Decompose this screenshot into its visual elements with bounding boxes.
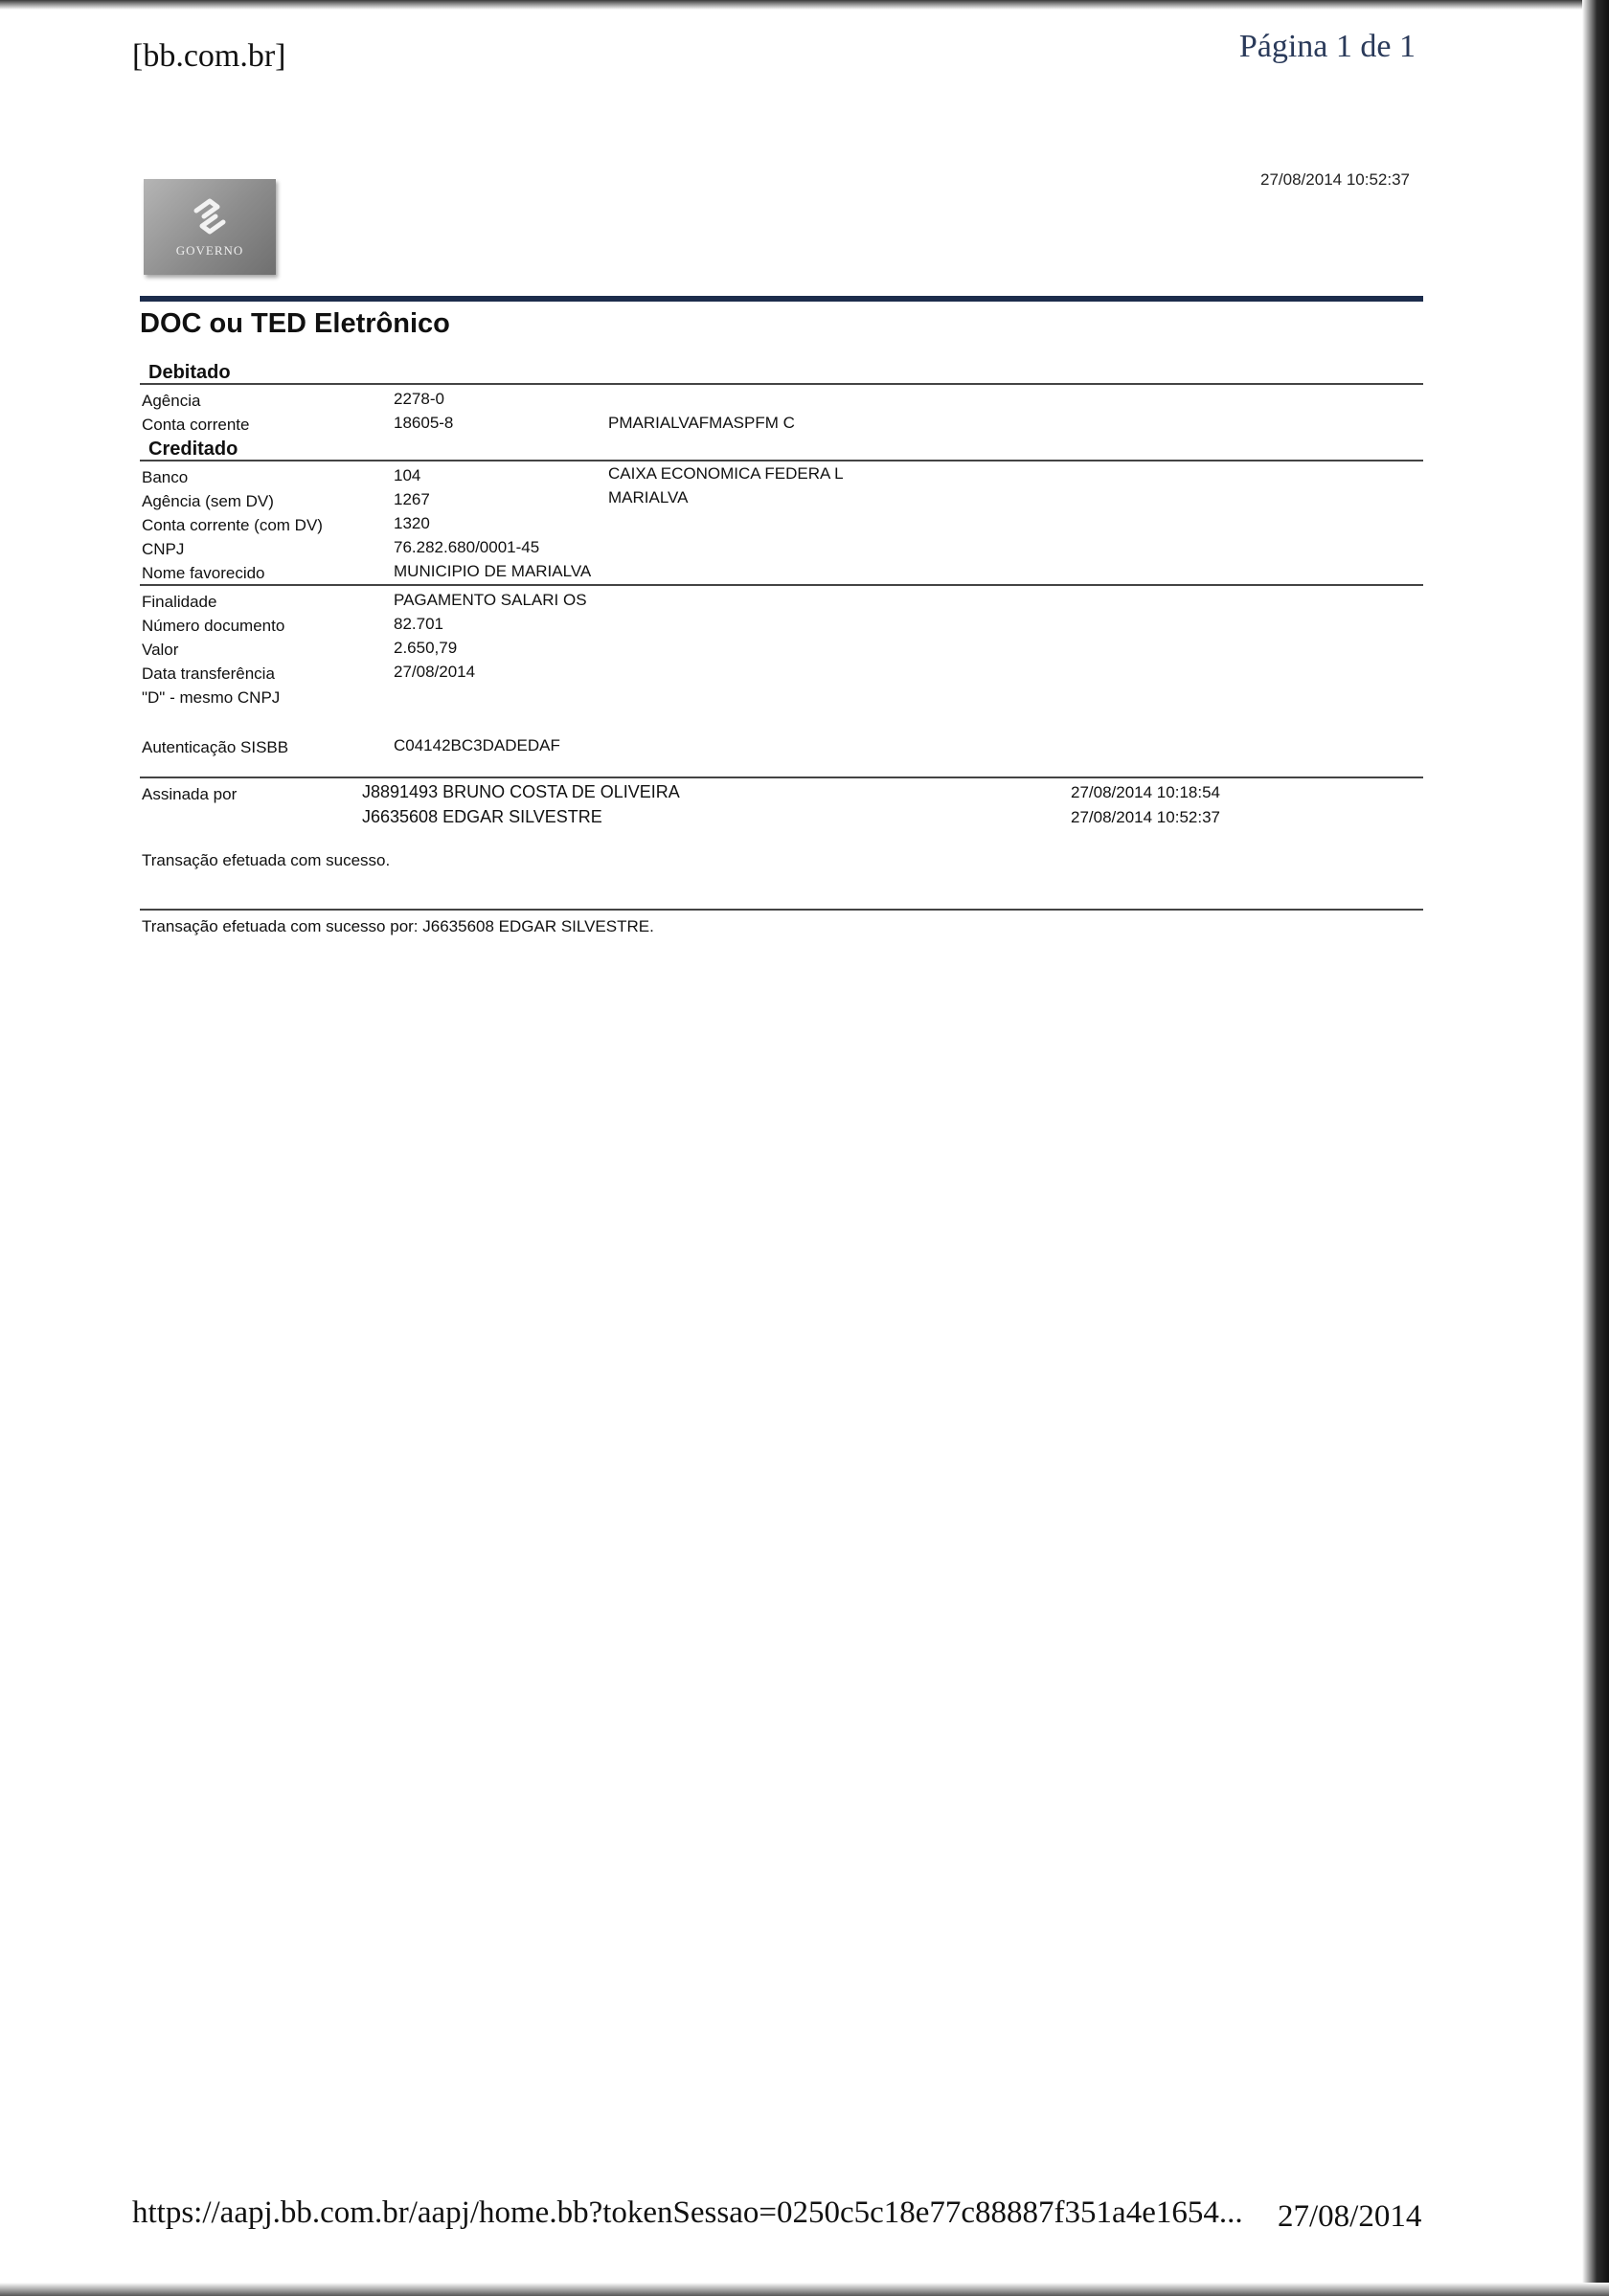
header-site: [bb.com.br] <box>132 38 286 74</box>
creditado-banco-value: 104 <box>394 466 421 484</box>
divider-footer-message <box>140 909 1423 911</box>
signature-time-2: 27/08/2014 10:52:37 <box>1071 808 1220 826</box>
numero-documento-label: Número documento <box>142 617 285 635</box>
creditado-banco-label: Banco <box>142 468 189 486</box>
finalidade-label: Finalidade <box>142 593 217 611</box>
signature-name-1: J8891493 BRUNO COSTA DE OLIVEIRA <box>362 782 680 801</box>
assinada-por-label: Assinada por <box>142 785 238 803</box>
governo-logo <box>144 179 276 275</box>
scan-edge-right <box>1582 0 1609 2296</box>
valor-value: 2.650,79 <box>394 639 458 657</box>
debitado-conta-label: Conta corrente <box>142 416 250 434</box>
data-transferencia-value: 27/08/2014 <box>394 663 476 681</box>
finalidade-value: PAGAMENTO SALARI OS <box>394 591 587 609</box>
bb-logo-icon <box>189 195 231 237</box>
divider-creditado <box>140 460 1423 461</box>
divider-details <box>140 584 1423 586</box>
title-rule <box>140 296 1423 302</box>
print-timestamp: 27/08/2014 10:52:37 <box>1260 170 1410 189</box>
section-creditado: Creditado <box>148 439 238 460</box>
scan-edge-bottom <box>0 2283 1609 2296</box>
creditado-cnpj-value: 76.282.680/0001-45 <box>394 538 540 556</box>
creditado-agencia-value: 1267 <box>394 490 430 508</box>
divider-debitado <box>140 383 1423 385</box>
debitado-agencia-value: 2278-0 <box>394 390 444 408</box>
debitado-conta-titular: PMARIALVAFMASPFM C <box>608 414 795 432</box>
creditado-favorecido-label: Nome favorecido <box>142 564 265 582</box>
creditado-banco-name: CAIXA ECONOMICA FEDERA L <box>608 464 844 483</box>
page-title: DOC ou TED Eletrônico <box>140 308 450 339</box>
mesmo-cnpj-label: "D" - mesmo CNPJ <box>142 688 281 707</box>
section-debitado: Debitado <box>148 362 231 383</box>
signature-name-2: J6635608 EDGAR SILVESTRE <box>362 807 602 826</box>
page-indicator: Página 1 de 1 <box>1238 29 1416 64</box>
debitado-conta-value: 18605-8 <box>394 414 454 432</box>
creditado-agencia-city: MARIALVA <box>608 488 689 506</box>
creditado-favorecido-value: MUNICIPIO DE MARIALVA <box>394 562 592 580</box>
debitado-agencia-label: Agência <box>142 392 201 410</box>
success-by-message: Transação efetuada com sucesso por: J6635608 EDGAR SILVESTRE. <box>142 917 654 935</box>
creditado-agencia-label: Agência (sem DV) <box>142 492 274 510</box>
success-message: Transação efetuada com sucesso. <box>142 851 391 869</box>
numero-documento-value: 82.701 <box>394 615 443 633</box>
data-transferencia-label: Data transferência <box>142 664 275 683</box>
creditado-conta-label: Conta corrente (com DV) <box>142 516 323 534</box>
footer-date: 27/08/2014 <box>1278 2199 1422 2234</box>
divider-signatures <box>140 777 1423 778</box>
creditado-conta-value: 1320 <box>394 514 430 532</box>
creditado-cnpj-label: CNPJ <box>142 540 185 558</box>
logo-text: GOVERNO <box>175 243 244 258</box>
autenticacao-value: C04142BC3DADEDAF <box>394 736 560 754</box>
footer-url: https://aapj.bb.com.br/aapj/home.bb?tokenSessao=0250c5c18e77c88887f351a4e1654... <box>132 2195 1243 2230</box>
autenticacao-label: Autenticação SISBB <box>142 738 289 756</box>
valor-label: Valor <box>142 641 179 659</box>
signature-time-1: 27/08/2014 10:18:54 <box>1071 783 1220 801</box>
scan-edge-top <box>0 0 1609 10</box>
